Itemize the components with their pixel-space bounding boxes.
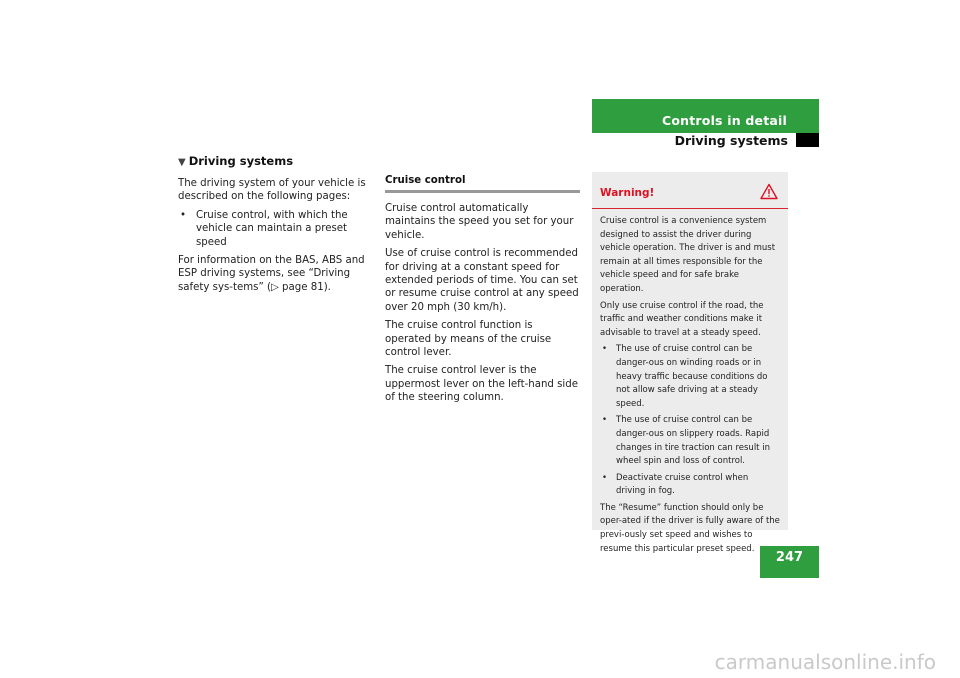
warning-list-item [600, 472, 780, 499]
warning-label: Warning! [600, 187, 655, 199]
list-item-text: Cruise control, with which the vehicle can maintain a preset speed [196, 209, 348, 248]
warning-paragraph: Only use cruise control if the road, the traffic and weather conditions make it advisable to travel at a steady speed. [600, 300, 764, 338]
left-column [178, 154, 374, 299]
intro-text: The driving system of your vehicle is described on the following pages: [178, 178, 366, 203]
bullet-icon: • [602, 472, 608, 483]
warning-body [592, 209, 788, 556]
section-title: Controls in detail [661, 113, 787, 128]
watermark: carmanualsonline.info [714, 650, 936, 674]
paragraph: The cruise control lever is the uppermost lever on the left-hand side of the steering column. [385, 365, 578, 404]
warning-triangle-icon [760, 183, 778, 204]
page-number: 247 [775, 550, 804, 565]
warning-paragraph: The “Resume” function should only be oper-ated if the driver is fully aware of the previ-ously set speed and wishes to resume this particular preset speed. [600, 502, 780, 554]
warning-list-item-text: The use of cruise control can be danger-ous on winding roads or in heavy traffic because conditions do not allow safe driving at a steady speed. [616, 344, 768, 409]
triangle-marker-icon: ▼ [178, 157, 186, 168]
middle-column [385, 175, 580, 410]
paragraph: Use of cruise control is recommended for driving at a constant speed for extended periods of time. You can set or resume cruise control at any speed over 20 mph (30 km/h). [385, 248, 579, 313]
header-bar [592, 99, 819, 133]
warning-header [592, 172, 788, 209]
warning-box [592, 172, 788, 554]
warning-list-item [600, 414, 780, 468]
more-info-text: For information on the BAS, ABS and ESP driving systems, see “Driving safety sys-tems” (▷ page 81). [178, 255, 365, 293]
warning-list-item-text: The use of cruise control can be danger-ous on slippery roads. Rapid changes in tire traction can result in wheel spin and loss of control. [616, 415, 770, 467]
cruise-control-heading: Cruise control [385, 175, 580, 193]
bullet-icon: • [180, 209, 187, 221]
warning-list-item [600, 343, 780, 411]
subsection-title: Driving systems [674, 133, 788, 148]
section-heading [178, 154, 374, 168]
paragraph: The cruise control function is operated by means of the cruise control lever. [385, 320, 552, 359]
list-item [178, 209, 374, 249]
section-heading-text: Driving systems [188, 154, 294, 168]
page-number-box [760, 546, 819, 578]
warning-list-item-text: Deactivate cruise control when driving in fog. [616, 472, 749, 497]
paragraph: Cruise control automatically maintains the speed you set for your vehicle. [385, 203, 574, 241]
header-marker [796, 133, 819, 147]
bullet-icon: • [602, 344, 608, 355]
bullet-icon: • [602, 415, 608, 426]
warning-paragraph: Cruise control is a convenience system designed to assist the driver during vehicle operation. The driver is and must remain at all times responsible for the vehicle speed and for safe brake operation. [600, 216, 776, 294]
